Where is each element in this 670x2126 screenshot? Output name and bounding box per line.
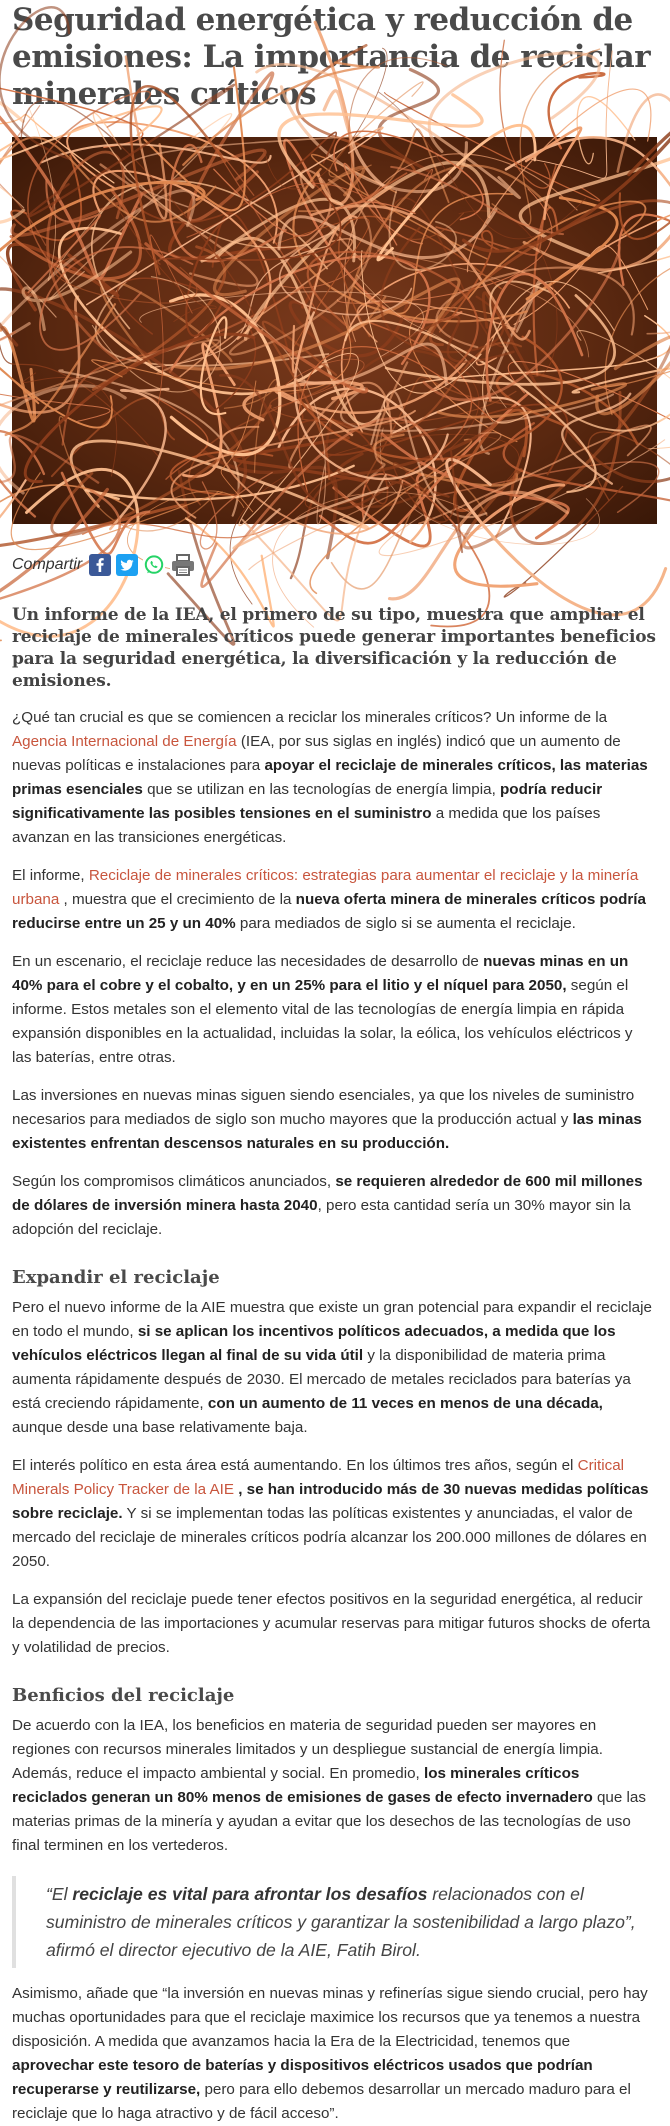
section-heading-expandir: Expandir el reciclaje: [12, 1266, 656, 1290]
paragraph-7: El interés político en esta área está aumentando. En los últimos tres años, según el Critical Minerals Policy Tracker de la AIE , se han introducido más de 30 nuevas medidas políticas sobre reciclaje. Y si se implementan todas las políticas existentes y anunciadas, el valor de mercado del reciclaje de minerales críticos podría alcanzar los 200.000 millones de dólares en 2050.: [12, 1454, 656, 1574]
paragraph-5: Según los compromisos climáticos anunciados, se requieren alrededor de 600 mil millones de dólares de inversión minera hasta 2040, pero esta cantidad sería un 30% mayor sin la adopción del reciclaje.: [12, 1170, 656, 1242]
paragraph-9: De acuerdo con la IEA, los beneficios en materia de seguridad pueden ser mayores en regiones con recursos minerales limitados y un despliegue sustancial de energía limpia. Además, reduce el impacto ambiental y social. En promedio, los minerales críticos reciclados generan un 80% menos de emisiones de gases de efecto invernadero que las materias primas de la minería y ayudan a evitar que los desechos de las tecnologías de uso final terminen en los vertederos.: [12, 1714, 656, 1858]
print-icon[interactable]: [170, 554, 196, 576]
whatsapp-icon[interactable]: [143, 554, 165, 576]
share-label: Compartir: [12, 556, 82, 574]
article: [0, 2, 670, 2126]
paragraph-4: Las inversiones en nuevas minas siguen siendo esenciales, ya que los niveles de suministro necesarios para mediados de siglo son mucho mayores que la producción actual y las minas existentes enfrentan descensos naturales en su producción.: [12, 1084, 656, 1156]
paragraph-1: ¿Qué tan crucial es que se comiencen a reciclar los minerales críticos? Un informe de la Agencia Internacional de Energía (IEA, por sus siglas en inglés) indicó que un aumento de nuevas políticas e instalaciones para apoyar el reciclaje de minerales críticos, las materias primas esenciales que se utilizan en las tecnologías de energía limpia, podría reducir significativamente las posibles tensiones en el suministro a medida que los países avanzan en las transiciones energéticas.: [12, 706, 656, 850]
paragraph-3: En un escenario, el reciclaje reduce las necesidades de desarrollo de nuevas minas en un 40% para el cobre y el cobalto, y en un 25% para el litio y el níquel para 2050, según el informe. Estos metales son el elemento vital de las tecnologías de energía limpia en rápida expansión disponibles en la actualidad, incluidas la solar, la eólica, los vehículos eléctricos y las baterías, entre otras.: [12, 950, 656, 1070]
paragraph-6: Pero el nuevo informe de la AIE muestra que existe un gran potencial para expandir el reciclaje en todo el mundo, si se aplican los incentivos políticos adecuados, a medida que los vehículos eléctricos llegan al final de su vida útil y la disponibilidad de materia prima aumenta rápidamente después de 2030. El mercado de metales reciclados para baterías ya está creciendo rápidamente, con un aumento de 11 veces en menos de una década, aunque desde una base relativamente baja.: [12, 1296, 656, 1440]
paragraph-2: El informe, Reciclaje de minerales críticos: estrategias para aumentar el reciclaje y la minería urbana , muestra que el crecimiento de la nueva oferta minera de minerales críticos podría reducirse entre un 25 y un 40% para mediados de siglo si se aumenta el reciclaje.: [12, 864, 656, 936]
report-link[interactable]: Reciclaje de minerales críticos: estrategias para aumentar el reciclaje y la minería urbana: [12, 867, 638, 908]
hero-image: [12, 137, 657, 524]
twitter-icon[interactable]: [116, 554, 138, 576]
paragraph-10: Asimismo, añade que “la inversión en nuevas minas y refinerías sigue siendo crucial, pero hay muchas oportunidades para que el reciclaje maximice los recursos que ya tenemos a nuestra disposición. A medida que avanzamos hacia la Era de la Electricidad, tenemos que aprovechar este tesoro de baterías y dispositivos eléctricos usados que podrían recuperarse y reutilizarse, pero para ello debemos desarrollar un mercado maduro para el reciclaje que lo haga atractivo y de fácil acceso”.: [12, 1982, 656, 2126]
article-lead: Un informe de la IEA, el primero de su tipo, muestra que ampliar el reciclaje de minerales críticos puede generar importantes beneficios para la seguridad energética, la diversificación y la reducción de emisiones.: [12, 604, 656, 692]
facebook-icon[interactable]: [89, 554, 111, 576]
copper-wire-image: [12, 137, 657, 524]
paragraph-8: La expansión del reciclaje puede tener efectos positivos en la seguridad energética, al reducir la dependencia de las importaciones y acumular reservas para mitigar futuros shocks de oferta y volatilidad de precios.: [12, 1588, 656, 1660]
section-heading-beneficios: Benficios del reciclaje: [12, 1684, 656, 1708]
article-title: Seguridad energética y reducción de emisiones: La importancia de reciclar minerales críticos: [12, 2, 656, 113]
policy-tracker-link[interactable]: Critical Minerals Policy Tracker de la AIE: [12, 1457, 624, 1498]
iea-link[interactable]: Agencia Internacional de Energía: [12, 733, 237, 750]
pull-quote: “El reciclaje es vital para afrontar los desafíos relacionados con el suministro de minerales críticos y garantizar la sostenibilidad a largo plazo”, afirmó el director ejecutivo de la AIE, Fatih Birol.: [12, 1876, 656, 1968]
